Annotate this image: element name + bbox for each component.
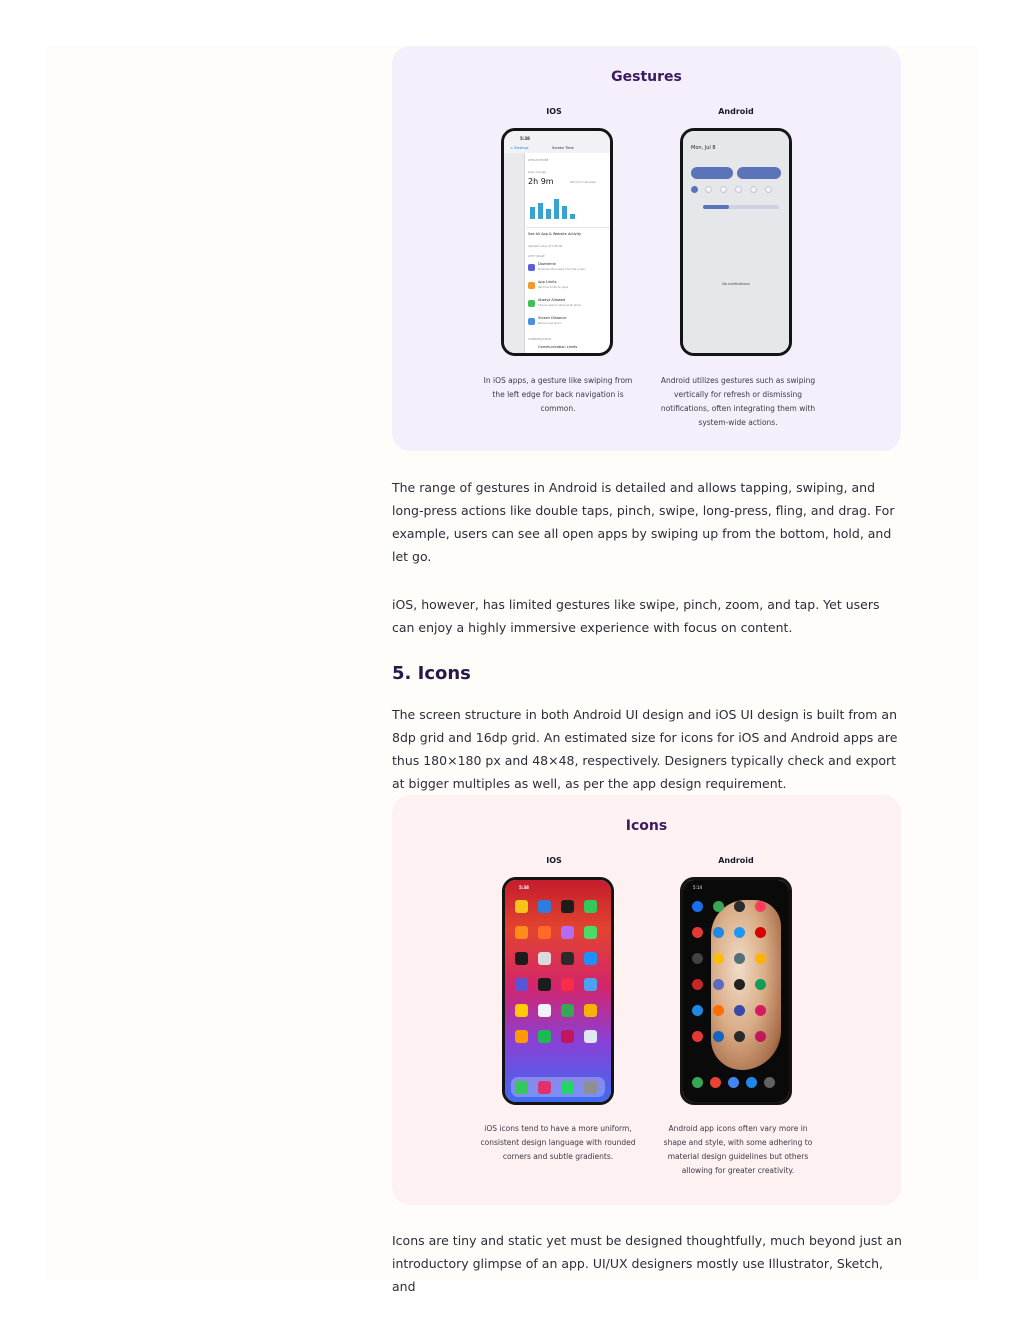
quick-toggle[interactable] (750, 186, 757, 193)
android-app-icon[interactable] (692, 979, 703, 990)
daily-average-value: 2h 9m (528, 177, 554, 186)
android-app-icon[interactable] (755, 953, 766, 964)
ios-dock-app-icon[interactable] (515, 1081, 528, 1094)
android-app-icon[interactable] (734, 1031, 745, 1042)
always-allowed-icon (528, 300, 535, 307)
android-app-icon[interactable] (713, 1031, 724, 1042)
android-app-icon[interactable] (692, 901, 703, 912)
android-date: Mon, Jul 8 (691, 145, 716, 151)
android-dock-app-icon[interactable] (710, 1077, 721, 1088)
gestures-ios-caption: In iOS apps, a gesture like swiping from the left edge for back navigation is common. (483, 376, 633, 413)
android-app-icon[interactable] (734, 1005, 745, 1016)
android-dock-app-icon[interactable] (692, 1077, 703, 1088)
ios-app-icon[interactable] (515, 926, 528, 939)
icons-android-label: Android (718, 856, 754, 865)
paragraph-icon-sizes: The screen structure in both Android UI design and iOS UI design is built from an 8dp grid and 16dp grid. An estimated size for icons for iOS and Android apps are thus 180×180 px and 48×48, respectively. Designers typically check and export at bigger multiples as well, as per the app design requirement. (392, 707, 898, 791)
ios-app-icon[interactable] (538, 1004, 551, 1017)
app-limits-row[interactable]: App Limits (538, 280, 557, 284)
bluetooth-toggle[interactable] (691, 186, 698, 193)
screen-distance-row[interactable]: Screen Distance (538, 316, 567, 320)
ios-app-icon[interactable] (584, 1004, 597, 1017)
ios-dock-app-icon[interactable] (538, 1081, 551, 1094)
ios-app-icon[interactable] (515, 1004, 528, 1017)
always-allowed-row[interactable]: Always Allowed (538, 298, 566, 302)
ios-back-link[interactable]: < Settings (510, 146, 529, 150)
usage-bar (554, 199, 559, 219)
android-quick-settings-mockup (680, 128, 792, 356)
see-all-activity-link[interactable]: See All App & Website Activity (528, 232, 582, 236)
ios-app-icon[interactable] (584, 900, 597, 913)
quick-toggle[interactable] (765, 186, 772, 193)
ios-app-icon[interactable] (561, 926, 574, 939)
ios-screen-title: Screen Time (552, 146, 574, 150)
ios-dock-app-icon[interactable] (584, 1081, 597, 1094)
quick-toggle[interactable] (705, 186, 712, 193)
android-app-icon[interactable] (692, 953, 703, 964)
android-app-icon[interactable] (755, 901, 766, 912)
downtime-icon (528, 264, 535, 271)
ios-app-icon[interactable] (561, 1004, 574, 1017)
ios-app-icon[interactable] (515, 900, 528, 913)
ios-app-icon[interactable] (561, 978, 574, 991)
ios-app-icon[interactable] (538, 952, 551, 965)
ios-app-icon[interactable] (515, 978, 528, 991)
android-app-icon[interactable] (755, 979, 766, 990)
ios-app-icon[interactable] (584, 926, 597, 939)
android-app-icon[interactable] (692, 1031, 703, 1042)
android-app-icon[interactable] (755, 1005, 766, 1016)
android-app-icon[interactable] (734, 901, 745, 912)
icons-ios-label: IOS (546, 856, 562, 865)
ios-screen-time-mockup: 5:38 < Settings Screen Time WHOLE IPHONE Daily Average 2h 9m 50% from last week See All App & Website Activity Updated today at 5:38 PM LIMIT USAGE Downtime Schedule time away from the screen App Limits Set time limits for apps Always Allowed Choose apps to allow at all times Screen Distance Reduce eye strain COMMUNICATION Communication Limits (501, 128, 613, 356)
usage-bar (530, 207, 535, 219)
gestures-card (392, 46, 901, 451)
android-app-icon[interactable] (713, 979, 724, 990)
mobile-data-tile[interactable] (737, 167, 781, 179)
section-heading-icons: 5. Icons (392, 663, 471, 684)
android-dock-app-icon[interactable] (746, 1077, 757, 1088)
android-app-icon[interactable] (713, 953, 724, 964)
android-dock-app-icon[interactable] (764, 1077, 775, 1088)
usage-bar (562, 206, 567, 219)
ios-app-icon[interactable] (538, 1030, 551, 1043)
android-app-icon[interactable] (713, 901, 724, 912)
ios-app-icon[interactable] (584, 1030, 597, 1043)
brightness-slider[interactable] (703, 205, 779, 209)
icons-card (392, 795, 901, 1205)
ios-app-icon[interactable] (538, 900, 551, 913)
usage-bar (538, 203, 543, 219)
icons-android-caption: Android app icons often vary more in shape and style, with some adhering to material design guidelines but others allowing for greater creativity. (663, 1124, 813, 1175)
quick-toggle[interactable] (735, 186, 742, 193)
ios-app-icon[interactable] (538, 926, 551, 939)
android-app-icon[interactable] (734, 953, 745, 964)
ios-app-icon[interactable] (561, 952, 574, 965)
android-home-screen-mockup: 5:14 (680, 877, 792, 1105)
paragraph-gestures-ios: iOS, however, has limited gestures like swipe, pinch, zoom, and tap. Yet users can enjoy a highly immersive experience with focus on content. (392, 597, 880, 635)
no-notifications-text: No notifications (722, 282, 750, 286)
gestures-ios-label: IOS (546, 107, 562, 116)
android-app-icon[interactable] (713, 927, 724, 938)
ios-app-icon[interactable] (584, 978, 597, 991)
icons-ios-caption: iOS icons tend to have a more uniform, consistent design language with rounded corners and subtle gradients. (480, 1124, 636, 1161)
internet-tile[interactable] (691, 167, 733, 179)
android-app-icon[interactable] (734, 927, 745, 938)
ios-app-icon[interactable] (584, 952, 597, 965)
gestures-android-caption: Android utilizes gestures such as swiping vertically for refresh or dismissing notifications, often integrating them with system-wide actions. (660, 376, 816, 427)
ios-app-icon[interactable] (538, 978, 551, 991)
ios-home-screen-mockup: 5:38 (502, 877, 614, 1105)
usage-bar (546, 209, 551, 219)
ios-dock-app-icon[interactable] (561, 1081, 574, 1094)
android-app-icon[interactable] (692, 927, 703, 938)
ios-sidebar-peek (504, 153, 525, 353)
usage-bar (570, 214, 575, 219)
ios-app-icon[interactable] (561, 1030, 574, 1043)
android-app-icon[interactable] (713, 1005, 724, 1016)
android-app-icon[interactable] (692, 1005, 703, 1016)
usage-bar-chart (528, 197, 606, 219)
gestures-card-title: Gestures (611, 69, 682, 85)
downtime-row[interactable]: Downtime (538, 262, 556, 266)
android-dock-app-icon[interactable] (728, 1077, 739, 1088)
paragraph-gestures-android: The range of gestures in Android is detailed and allows tapping, swiping, and long-press actions like double taps, pinch, swipe, long-press, fling, and drag. For example, users can see all open apps by swiping up from the bottom, hold, and let go. (392, 480, 895, 564)
ios-status-bar: 5:38 (504, 131, 610, 153)
android-app-icon[interactable] (734, 979, 745, 990)
icons-card-title: Icons (625, 818, 668, 834)
ios-app-icon[interactable] (515, 1030, 528, 1043)
ios-app-icon[interactable] (561, 900, 574, 913)
quick-toggle[interactable] (720, 186, 727, 193)
android-app-icon[interactable] (755, 1031, 766, 1042)
screen-distance-icon (528, 318, 535, 325)
gestures-android-label: Android (718, 107, 754, 116)
app-limits-icon (528, 282, 535, 289)
ios-app-icon[interactable] (515, 952, 528, 965)
paragraph-icon-design: Icons are tiny and static yet must be designed thoughtfully, much beyond just an introductory glimpse of an app. UI/UX designers mostly use Illustrator, Sketch, and (392, 1233, 902, 1294)
android-app-icon[interactable] (755, 927, 766, 938)
